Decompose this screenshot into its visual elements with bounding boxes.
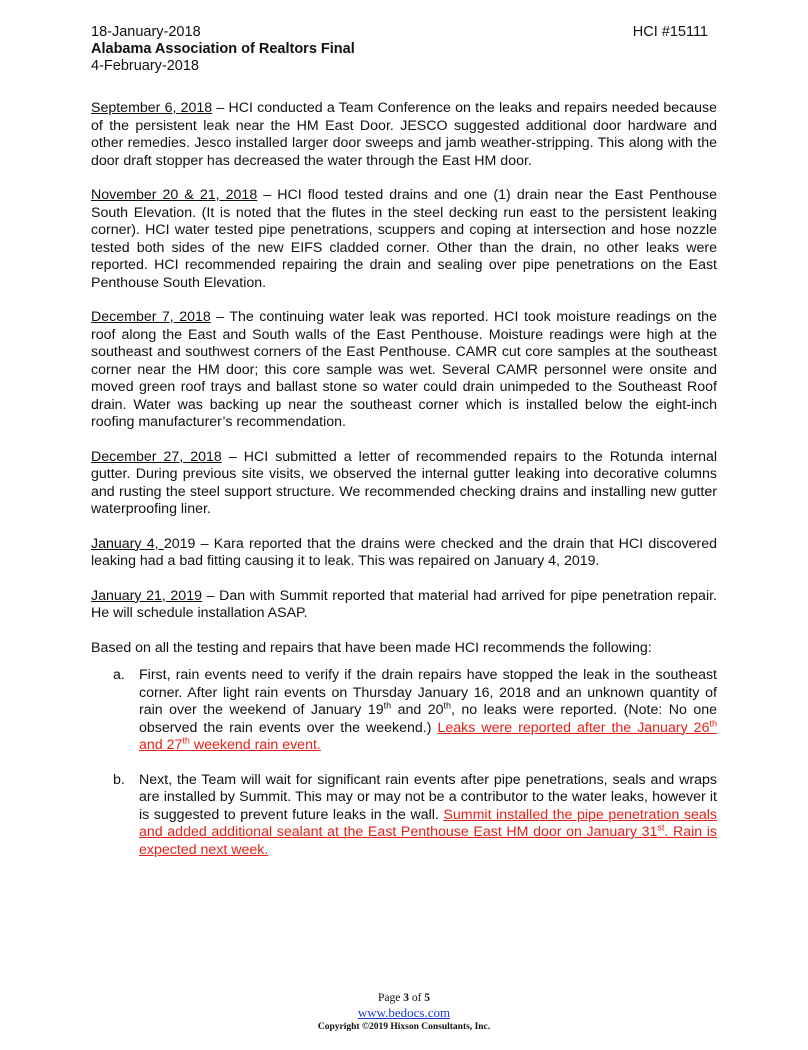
recommendation-item <box>113 772 717 860</box>
page-word: Page <box>377 992 404 1004</box>
recommendation-item <box>113 667 717 755</box>
update-text-part: and 27 <box>139 737 183 753</box>
entry-separator: – <box>210 309 230 325</box>
entry-separator: – <box>212 100 229 116</box>
page-footer <box>0 991 808 1033</box>
ordinal-suffix: th <box>443 700 451 711</box>
hci-number: HCI #15111 <box>632 24 708 40</box>
entry-date: January 4, <box>91 535 164 552</box>
of-word: of <box>408 992 425 1004</box>
entry-paragraph <box>91 309 717 432</box>
ordinal-suffix: st <box>657 822 665 833</box>
total-pages: 5 <box>424 992 431 1004</box>
website-link[interactable]: www.bedocs.com <box>357 1005 451 1020</box>
entry-text: The continuing water leak was reported. HCI took moisture readings on the roof along the East and South walls of the East Penthouse. Moisture readings were high at the southeast and southwest corners of the East Penthouse. CAMR cut core samples at the southeast corner near the HM door; this core sample was wet. Several CAMR personnel were onsite and moved green roof trays and ballast stone so water could drain unimpeded to the Southeast Roof drain. Water was backing up near the southeast corner which is installed below the eight-inch roofing manufacturer’s recommendation. <box>91 309 717 430</box>
header-title: Alabama Association of Realtors Final <box>91 41 355 57</box>
header-subdate: 4-February-2018 <box>91 58 199 74</box>
entry-paragraph <box>91 588 717 623</box>
item-text <box>139 772 717 860</box>
entry-text: HCI conducted a Team Conference on the leaks and repairs needed because of the persistent leak near the HM East Door. JESCO suggested additional door hardware and other remedies. Jesco installed larger door sweeps and jamb weather-stripping. This along with the door draft stopper has decreased the water through the East HM door. <box>91 100 717 169</box>
current-page: 3 <box>403 992 409 1004</box>
item-text <box>139 667 717 755</box>
entry-text: HCI flood tested drains and one (1) drain near the East Penthouse South Elevation. (It is noted that the flutes in the steel decking run east to the persistent leaking corner). HCI water tested pipe penetrations, scuppers and coping at intersection and hose nozzle tested both sides of the new EIFS cladded corner. Other than the drain, no other leaks were reported. HCI recommended repairing the drain and sealing over pipe penetrations on the East Penthouse South Elevation. <box>91 187 717 291</box>
entry-paragraph <box>91 536 717 571</box>
entry-date: September 6, 2018 <box>91 100 213 116</box>
update-text-part: Leaks were reported after the January 26 <box>437 719 710 736</box>
ordinal-suffix: th <box>709 717 717 728</box>
recommendation-intro: Based on all the testing and repairs that have been made HCI recommends the following: <box>91 639 652 656</box>
entry-paragraph <box>91 100 717 170</box>
copyright-notice: Copyright ©2019 Hixson Consultants, Inc. <box>317 1022 491 1032</box>
item-label: a. <box>113 667 125 683</box>
header-date: 18-January-2018 <box>91 24 201 40</box>
update-text-part: weekend rain event. <box>189 737 321 753</box>
ordinal-suffix: th <box>383 700 392 711</box>
entry-separator: – <box>201 587 220 604</box>
entry-text: Kara reported that the drains were checked and the drain that HCI discovered leaking had a bad fitting causing it to leak. This was repaired on January 4, 2019. <box>91 535 717 569</box>
entry-separator: – <box>257 187 278 203</box>
document-header <box>91 24 355 75</box>
entry-text: Dan with Summit reported that material had arrived for pipe penetration repair. He will schedule installation ASAP. <box>91 587 717 621</box>
entry-separator: – <box>221 448 244 465</box>
item-text-part: First, rain events need to verify if the drain repairs have stopped the leak in the southeast corner. After light rain events on Thursday January 16, 2018 and an unknown quantity of rain over the weekend of January 19 <box>139 667 717 718</box>
item-text-part: and 20 <box>391 702 444 718</box>
item-text-part: , no leaks were reported. (Note: No one observed the rain events over the weekend.) <box>139 702 718 736</box>
entry-text: HCI submitted a letter of recommended repairs to the Rotunda internal gutter. During previous site visits, we observed the internal gutter leaking into decorative columns and rusting the steel support structure. We recommended checking drains and installing new gutter waterproofing liner. <box>91 448 718 517</box>
entry-date: January 21, 2019 <box>91 587 202 604</box>
entry-date: November 20 & 21, 2018 <box>91 187 258 203</box>
update-text-part: . Rain is expected next week. <box>139 824 718 858</box>
update-text-part: Summit installed the pipe penetration seals and added additional sealant at the East Penthouse East HM door on January 31 <box>139 806 717 840</box>
document-body <box>91 100 717 876</box>
item-text-part: Next, the Team will wait for significant rain events after pipe penetrations, seals and wraps are installed by Summit. This may or may not be a contributor to the water leaks, however it is suggested to prevent future leaks in the wall. <box>139 771 717 823</box>
page-number <box>0 991 808 1005</box>
entry-separator: 2019 – <box>163 535 214 552</box>
entry-paragraph <box>91 187 717 292</box>
ordinal-suffix: th <box>182 735 190 746</box>
entry-paragraph <box>91 449 717 519</box>
item-label: b. <box>113 771 125 788</box>
entry-date: December 27, 2018 <box>91 448 222 465</box>
entry-date: December 7, 2018 <box>91 309 211 325</box>
